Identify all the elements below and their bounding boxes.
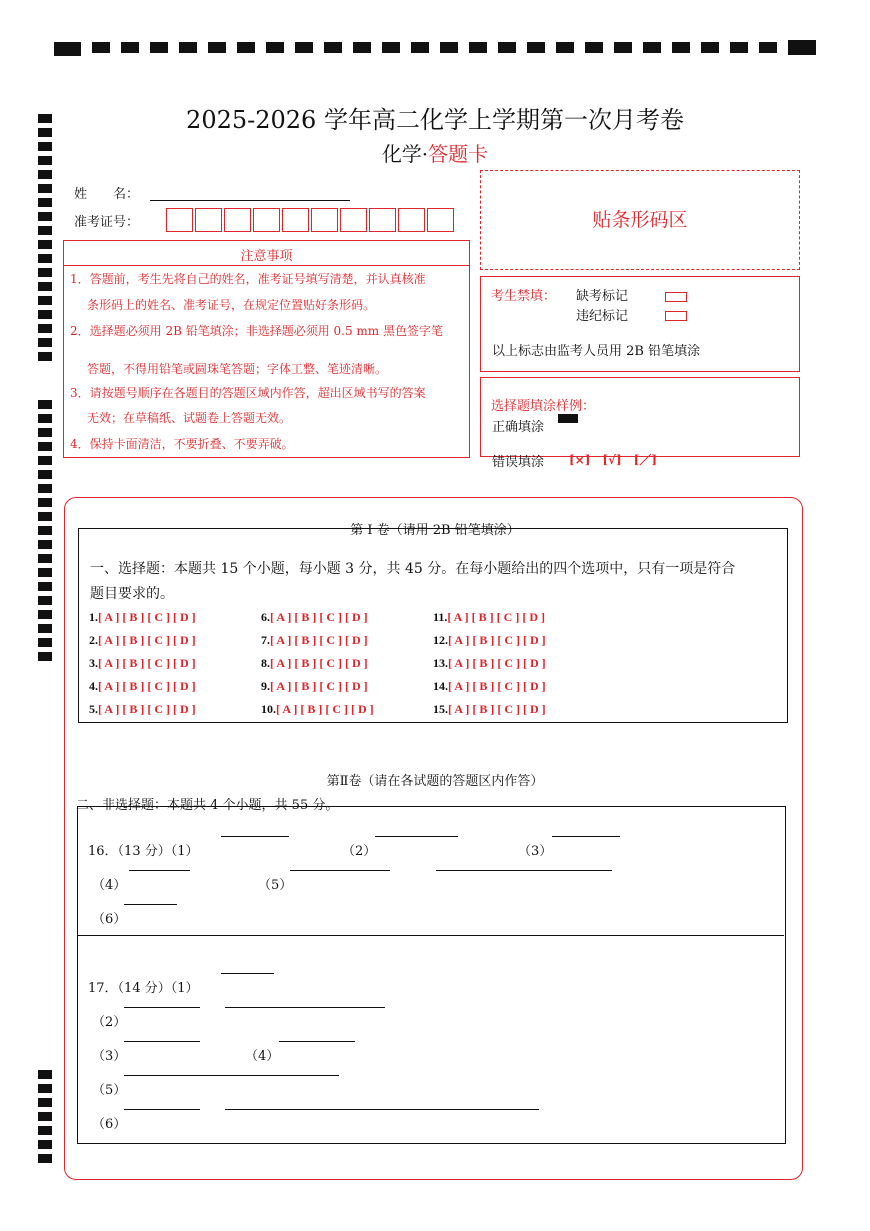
id-digit-cell[interactable] (166, 208, 193, 232)
part1-instruction-cont: 题目要求的。 (90, 586, 174, 602)
q17-1-answer-line[interactable] (221, 973, 274, 974)
proctor-marks-box (480, 276, 800, 372)
timing-mark (38, 1126, 52, 1135)
q16-2-answer-line[interactable] (375, 836, 458, 837)
q17-2-answer-line[interactable] (124, 1007, 200, 1008)
timing-mark (38, 540, 52, 549)
mc-question[interactable]: 5.[ A ] [ B ] [ C ] [ D ] (89, 702, 196, 716)
timing-mark (730, 42, 748, 53)
timing-mark (38, 610, 52, 619)
timing-mark (38, 400, 52, 409)
id-digit-cell[interactable] (340, 208, 367, 232)
timing-mark (643, 42, 661, 53)
page-subtitle (0, 138, 870, 167)
timing-mark (672, 42, 690, 53)
timing-mark (54, 42, 81, 56)
q17-label: 17．（14 分）（1） (88, 981, 199, 996)
q17-5-answer-line[interactable] (124, 1075, 339, 1076)
proctor-label: 考生禁填： (491, 289, 557, 304)
timing-mark (38, 498, 52, 507)
q16-part-2: （2） (342, 844, 377, 859)
timing-mark (38, 198, 52, 207)
timing-mark (527, 42, 545, 53)
timing-mark (295, 42, 313, 53)
timing-mark (266, 42, 284, 53)
timing-mark (38, 170, 52, 179)
page-title: 2025-2026 学年高二化学上学期第一次月考卷 (186, 106, 684, 134)
timing-mark (701, 42, 719, 53)
q16-part-6: （6） (92, 912, 127, 927)
id-digit-cell[interactable] (369, 208, 396, 232)
notice-line: 答题，不得用铅笔或圆珠笔答题；字体工整、笔迹清晰。 (87, 362, 388, 376)
subtitle-highlight: 答题卡 (428, 142, 489, 166)
q17-part-3: （3） (92, 1049, 127, 1064)
timing-mark (237, 42, 255, 53)
q16-1-answer-line[interactable] (221, 836, 289, 837)
absent-label: 缺考标记 (576, 289, 629, 304)
mc-question[interactable]: 2.[ A ] [ B ] [ C ] [ D ] (89, 633, 196, 647)
timing-mark (38, 338, 52, 347)
timing-mark (38, 268, 52, 277)
id-digit-cell[interactable] (195, 208, 222, 232)
barcode-area[interactable] (480, 170, 800, 270)
mc-question[interactable]: 7.[ A ] [ B ] [ C ] [ D ] (261, 633, 368, 647)
timing-mark (38, 1140, 52, 1149)
timing-mark (92, 42, 110, 53)
timing-mark (788, 40, 816, 55)
barcode-label: 贴条形码区 (592, 209, 688, 231)
mc-question[interactable]: 4.[ A ] [ B ] [ C ] [ D ] (89, 679, 196, 693)
timing-mark (208, 42, 226, 53)
part2-divider (77, 935, 784, 936)
timing-mark (38, 1084, 52, 1093)
q16-5-answer-line[interactable] (290, 870, 390, 871)
notice-line: 2．选择题必须用 2B 铅笔填涂；非选择题必须用 0.5 mm 黑色签字笔 (70, 324, 444, 338)
timing-mark (614, 42, 632, 53)
timing-mark (382, 42, 400, 53)
timing-mark (38, 1098, 52, 1107)
timing-mark (38, 296, 52, 305)
part1-instruction: 一、选择题：本题共 15 个小题，每小题 3 分，共 45 分。在每小题给出的四个选项中，只有一项是符合 (90, 561, 736, 577)
timing-mark (38, 624, 52, 633)
timing-mark (585, 42, 603, 53)
name-label: 姓 名： (74, 187, 140, 202)
mc-question[interactable]: 8.[ A ] [ B ] [ C ] [ D ] (261, 656, 368, 670)
q16-part-4: （4） (92, 878, 127, 893)
q17-4-answer-line[interactable] (279, 1041, 355, 1042)
id-digit-cell[interactable] (398, 208, 425, 232)
notice-line: 4．保持卡面清洁，不要折叠、不要弄破。 (70, 437, 294, 451)
notice-line: 条形码上的姓名、准考证号，在规定位置贴好条形码。 (87, 298, 376, 312)
timing-mark (38, 1112, 52, 1121)
timing-mark (324, 42, 342, 53)
timing-mark (38, 1070, 52, 1079)
timing-mark (556, 42, 574, 53)
timing-mark (38, 184, 52, 193)
absent-checkbox[interactable] (665, 292, 687, 302)
id-digit-cell[interactable] (427, 208, 454, 232)
q16-3-answer-line[interactable] (552, 836, 620, 837)
mc-question[interactable]: 1.[ A ] [ B ] [ C ] [ D ] (89, 610, 196, 624)
sample-wrong-label: 错误填涂 (492, 455, 545, 470)
timing-mark (38, 352, 52, 361)
timing-mark (38, 638, 52, 647)
name-field[interactable] (150, 200, 350, 201)
q17-part-2: （2） (92, 1015, 127, 1030)
timing-mark (38, 254, 52, 263)
timing-mark (38, 310, 52, 319)
violation-checkbox[interactable] (665, 311, 687, 321)
q16-5b-answer-line[interactable] (436, 870, 612, 871)
part2-instruction: 二、非选择题：本题共 4 个小题，共 55 分。 (76, 798, 339, 813)
sample-correct-label: 正确填涂 (492, 420, 545, 435)
filled-mark-sample (558, 414, 578, 423)
mc-question[interactable]: 11.[ A ] [ B ] [ C ] [ D ] (433, 610, 545, 624)
q17-part-5: （5） (92, 1083, 127, 1098)
id-digit-cell[interactable] (311, 208, 338, 232)
notice-title-box (63, 240, 470, 266)
q17-part-6: （6） (92, 1117, 127, 1132)
timing-mark (469, 42, 487, 53)
timing-mark (38, 456, 52, 465)
timing-mark (759, 42, 777, 53)
timing-mark (38, 582, 52, 591)
timing-mark (38, 428, 52, 437)
mc-question[interactable]: 13.[ A ] [ B ] [ C ] [ D ] (433, 656, 546, 670)
mc-question[interactable]: 6.[ A ] [ B ] [ C ] [ D ] (261, 610, 368, 624)
timing-mark (150, 42, 168, 53)
notice-title: 注意事项 (240, 249, 293, 264)
timing-mark (38, 414, 52, 423)
q16-4-answer-line[interactable] (129, 870, 190, 871)
timing-mark (38, 484, 52, 493)
q17-6b-answer-line[interactable] (225, 1109, 539, 1110)
timing-mark (179, 42, 197, 53)
timing-mark (38, 568, 52, 577)
timing-mark (38, 652, 52, 661)
sample-title: 选择题填涂样例： (491, 399, 596, 414)
timing-mark (38, 226, 52, 235)
id-digit-cell[interactable] (282, 208, 309, 232)
timing-mark (38, 442, 52, 451)
timing-mark (498, 42, 516, 53)
q16-6-answer-line[interactable] (124, 904, 177, 905)
proctor-note: 以上标志由监考人员用 2B 铅笔填涂 (492, 344, 701, 359)
id-digit-cell[interactable] (224, 208, 251, 232)
mc-question[interactable]: 9.[ A ] [ B ] [ C ] [ D ] (261, 679, 368, 693)
q16-part-5: （5） (258, 878, 293, 893)
q17-6-answer-line[interactable] (124, 1109, 200, 1110)
notice-line: 无效；在草稿纸、试题卷上答题无效。 (87, 411, 292, 425)
timing-mark (38, 470, 52, 479)
mc-question[interactable]: 15.[ A ] [ B ] [ C ] [ D ] (433, 702, 546, 716)
id-label: 准考证号： (74, 215, 140, 230)
notice-line: 3．请按题号顺序在各题目的答题区域内作答，超出区域书写的答案 (70, 386, 426, 400)
timing-mark (353, 42, 371, 53)
q16-part-3: （3） (518, 844, 553, 859)
timing-mark (38, 240, 52, 249)
mc-question[interactable]: 12.[ A ] [ B ] [ C ] [ D ] (433, 633, 546, 647)
timing-mark (38, 596, 52, 605)
part1-heading: 第 I 卷（请用 2B 铅笔填涂） (350, 523, 520, 538)
timing-mark (121, 42, 139, 53)
timing-mark (38, 1154, 52, 1163)
q17-2b-answer-line[interactable] (225, 1007, 385, 1008)
id-digit-cell[interactable] (253, 208, 280, 232)
timing-mark (440, 42, 458, 53)
sample-wrong-marks: [×] [√] [／] (569, 453, 658, 467)
timing-mark (38, 282, 52, 291)
notice-line: 1．答题前，考生先将自己的姓名，准考证号填写清楚，并认真核准 (70, 272, 426, 286)
q17-part-4: （4） (245, 1049, 280, 1064)
fill-sample-box (480, 377, 800, 470)
timing-mark (411, 42, 429, 53)
q17-3-answer-line[interactable] (124, 1041, 200, 1042)
part2-heading: 第Ⅱ卷（请在各试题的答题区内作答） (326, 774, 544, 789)
mc-question[interactable]: 3.[ A ] [ B ] [ C ] [ D ] (89, 656, 196, 670)
timing-mark (38, 212, 52, 221)
timing-mark (38, 324, 52, 333)
mc-question[interactable]: 10.[ A ] [ B ] [ C ] [ D ] (261, 702, 374, 716)
timing-mark (38, 554, 52, 563)
q16-label: 16．（13 分）（1） (88, 844, 199, 859)
subtitle-prefix: 化学· (381, 142, 429, 166)
violation-label: 违纪标记 (576, 309, 629, 324)
mc-question[interactable]: 14.[ A ] [ B ] [ C ] [ D ] (433, 679, 546, 693)
